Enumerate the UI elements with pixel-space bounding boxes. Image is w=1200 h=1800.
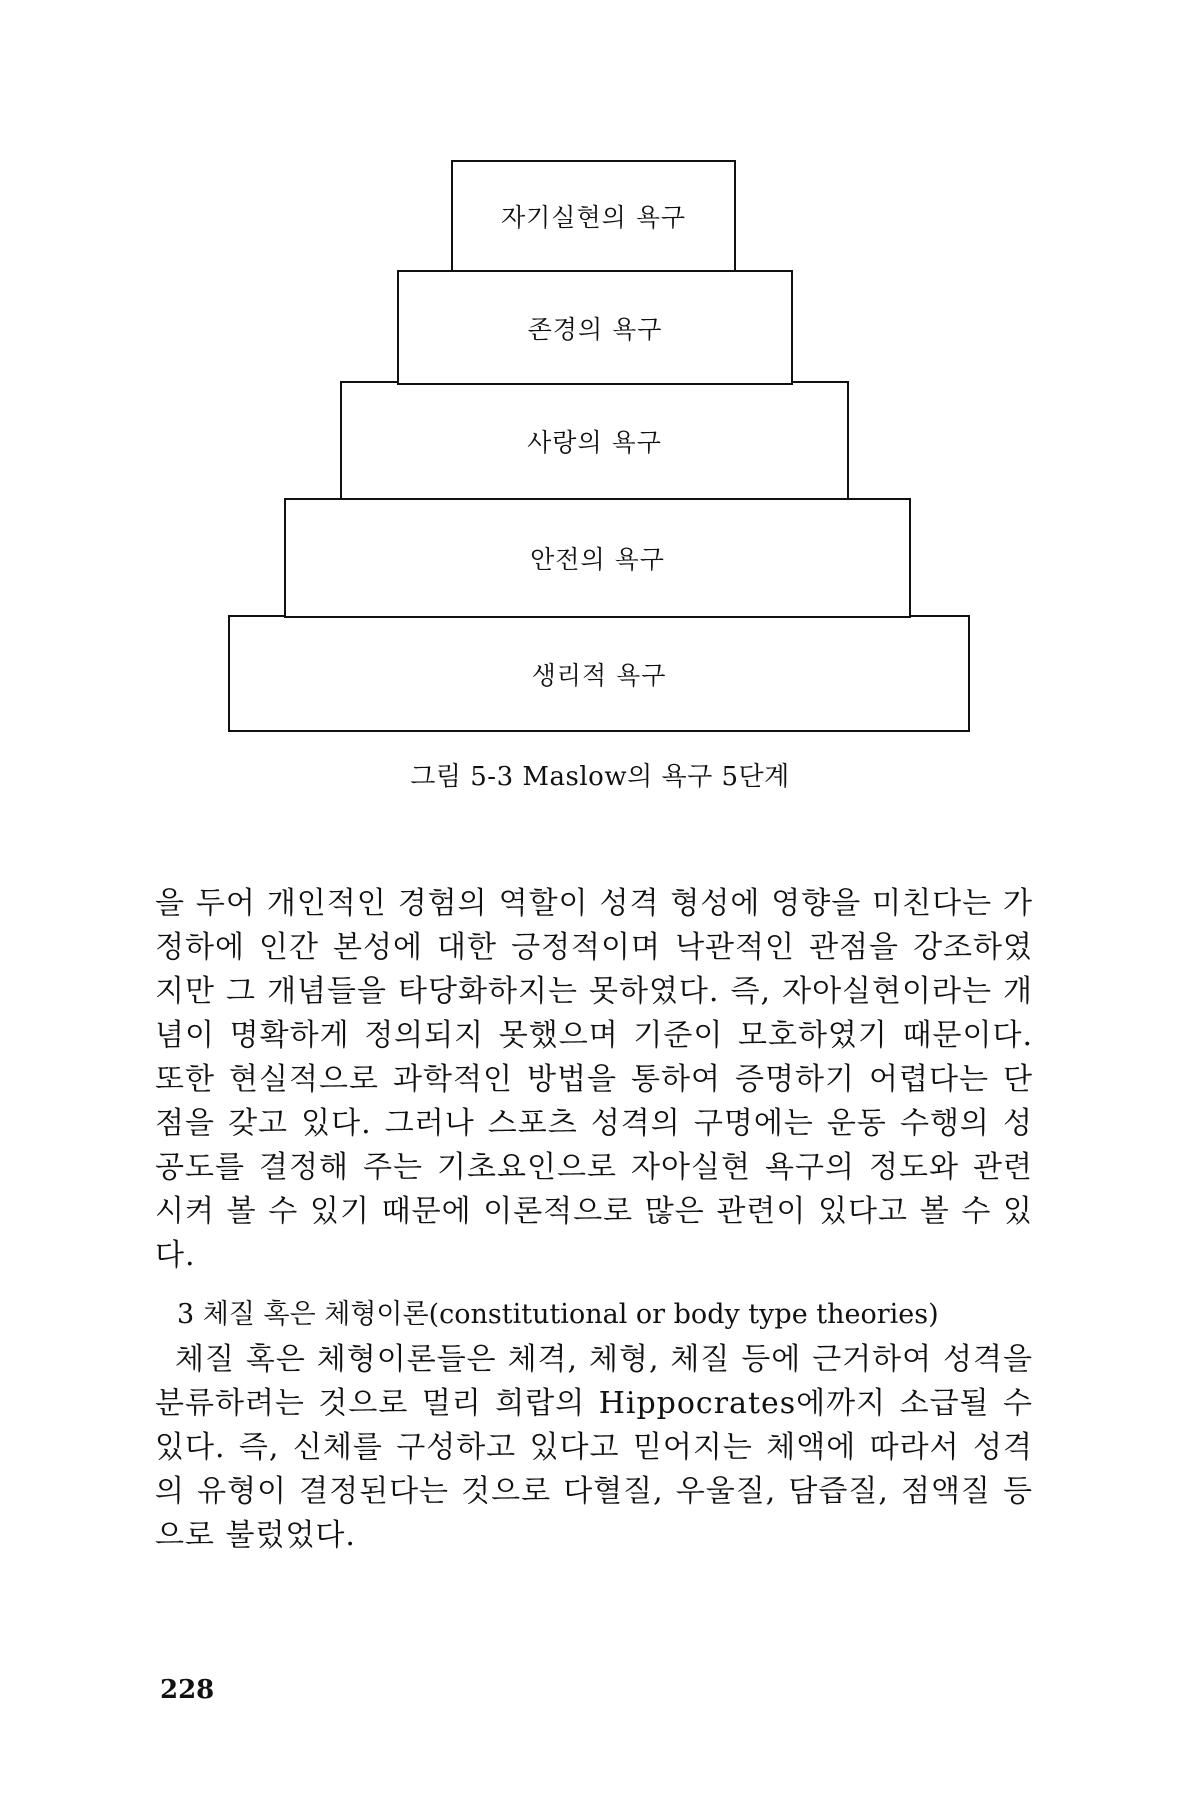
tier-label: 자기실현의 욕구 bbox=[501, 203, 686, 232]
body-paragraph: 체질 혹은 체형이론들은 체격, 체형, 체질 등에 근거하여 성격을 분류하려는 것으로 멀리 희랍의 Hippocrates에까지 소급될 수 있다. 즉, 신체를 구성하고 있다고 믿어지는 체액에 따라서 성격의 유형이 결정된다는 것으로 다혈질, 우울질, 담즙질, 점액질 등으로 불렀었다. bbox=[155, 1342, 1033, 1553]
pyramid-tier-physiological bbox=[228, 615, 970, 732]
tier-label: 존경의 욕구 bbox=[527, 314, 663, 344]
figure-caption: 그림 5-3 Maslow의 욕구 5단계 bbox=[410, 762, 790, 792]
pyramid-tier-esteem bbox=[397, 270, 793, 385]
pyramid-tier-self-actualization bbox=[451, 160, 736, 272]
page-number: 228 bbox=[160, 1675, 215, 1705]
tier-label: 생리적 욕구 bbox=[531, 660, 667, 690]
tier-label: 사랑의 욕구 bbox=[527, 427, 662, 457]
pyramid-tier-safety bbox=[284, 498, 911, 618]
maslow-pyramid-figure bbox=[0, 0, 1200, 800]
tier-label: 안전의 욕구 bbox=[530, 545, 665, 574]
pyramid-tier-love bbox=[340, 381, 849, 500]
body-paragraph: 을 두어 개인적인 경험의 역할이 성격 형성에 영향을 미친다는 가정하에 인간 본성에 대한 긍정적이며 낙관적인 관점을 강조하였지만 그 개념들을 타당화하지는 못하였다. 즉, 자아실현이라는 개념이 명확하게 정의되지 못했으며 기준이 모호하였기 때문이다. 또한 현실적으로 과학적인 방법을 통하여 증명하기 어렵다는 단점을 갖고 있다. 그러나 스포츠 성격의 구명에는 운동 수행의 성공도를 결정해 주는 기초요인으로 자아실현 욕구의 정도와 관련시켜 볼 수 있기 때문에 이론적으로 많은 관련이 있다고 볼 수 있다. bbox=[155, 886, 1033, 1273]
section-heading: 3 체질 혹은 체형이론(constitutional or body type theories) bbox=[177, 1299, 939, 1330]
